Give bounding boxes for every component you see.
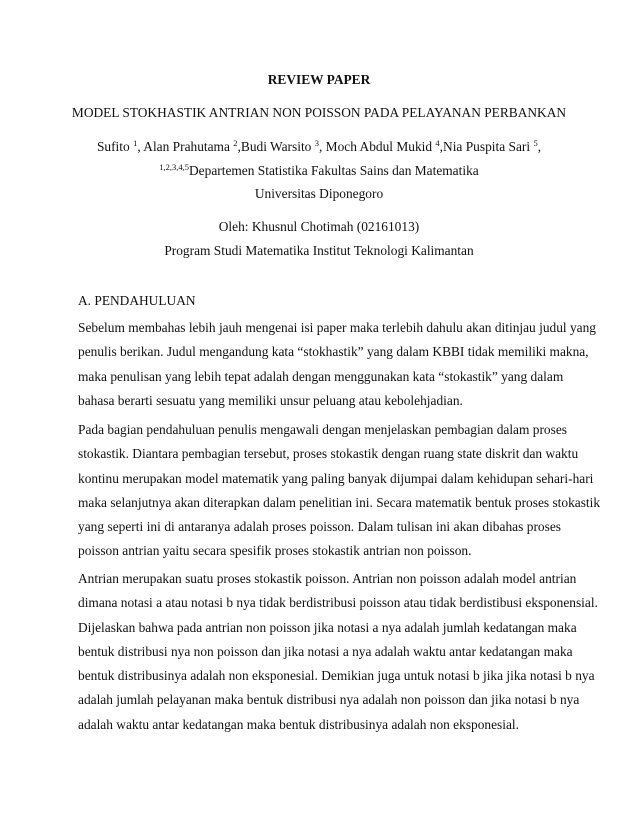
study-program: Program Studi Matematika Institut Teknologi Kalimantan xyxy=(164,243,474,258)
paragraph-line: yang seperti ini di antaranya adalah proses poisson. Dalam tulisan ini akan dibahas proses xyxy=(78,519,561,535)
paragraph-line: Dijelaskan bahwa pada antrian non poisson jika notasi a nya adalah jumlah kedatangan maka xyxy=(78,619,577,635)
affiliation-line xyxy=(0,163,638,179)
paragraph-line: maka selanjutnya akan diterapkan dalam penelitian ini. Secara matematik bentuk proses stokastik xyxy=(78,494,601,510)
paper-title: MODEL STOKHASTIK ANTRIAN NON POISSON PADA PELAYANAN PERBANKAN xyxy=(71,105,567,120)
author-name: Nia Puspita Sari xyxy=(443,139,531,154)
paragraph-line: dimana notasi a atau notasi b nya tidak berdistribusi poisson atau tidak berdistibusi eksponensial. xyxy=(78,595,598,611)
author-sup: 5 xyxy=(533,138,538,148)
paper-type-label: REVIEW PAPER xyxy=(267,72,371,87)
paragraph-line: adalah jumlah pelayanan maka bentuk distribusi nya adalah non poisson dan jika notasi b nya xyxy=(78,692,580,708)
reviewer-line: Oleh: Khusnul Chotimah (02161013) xyxy=(218,219,420,234)
author-sup: 4 xyxy=(435,138,440,148)
paragraph-line: kontinu merupakan model matematik yang paling banyak dijumpai dalam kehidupan sehari-hari xyxy=(78,470,594,486)
author-sup: 1 xyxy=(133,138,138,148)
author-list: Sufito $^1$, Alan Prahutama $^2$,Budi Warsito $^3$, Moch Abdul Mukid $^4$,Nia Puspita Sari $^5$, xyxy=(96,138,542,154)
paragraph-line: adalah waktu antar kedatangan maka bentuk distribusinya adalah non eksponesial. xyxy=(78,716,520,732)
paragraph-3 xyxy=(78,567,598,737)
paragraph-line: bahasa berarti sesuatu yang memiliki unsur peluang atau kebolehjadian. xyxy=(78,392,463,408)
paragraph-line: bentuk distribusi nya non poisson dan jika notasi a nya adalah waktu antar kedatangan maka xyxy=(78,643,573,659)
paragraph-2 xyxy=(78,418,601,564)
university: Universitas Diponegoro xyxy=(254,186,384,201)
paragraph-line: maka penulisan yang lebih tepat adalah dengan menggunakan kata “stokastik” yang dalam xyxy=(78,368,564,384)
author-name: Alan Prahutama xyxy=(143,139,230,154)
paragraph-1 xyxy=(78,316,596,413)
author-name: Moch Abdul Mukid xyxy=(325,139,433,154)
author-sup: 2 xyxy=(233,138,238,148)
paragraph-line: Sebelum membahas lebih jauh mengenai isi paper maka terlebih dahulu akan ditinjau judul yang xyxy=(78,320,596,335)
paragraph-line: Antrian merupakan suatu proses stokastik poisson. Antrian non poisson adalah model antrian xyxy=(78,571,577,586)
author-name: Budi Warsito xyxy=(240,139,312,154)
paragraph-line: poisson antrian yaitu secara spesifik proses stokastik antrian non poisson. xyxy=(78,543,472,559)
paragraph-line: stokastik. Diantara pembagian tersebut, proses stokastik dengan ruang state diskrit dan waktu xyxy=(78,446,579,462)
affiliation: Departemen Statistika Fakultas Sains dan Matematika xyxy=(189,163,479,178)
affiliation-sup: 1,2,3,4,5 xyxy=(159,162,190,172)
paragraph-line: Pada bagian pendahuluan penulis mengawali dengan menjelaskan pembagian dalam proses xyxy=(78,422,567,437)
author-name: Sufito xyxy=(96,139,130,154)
section-heading: A. PENDAHULUAN xyxy=(78,293,196,308)
author-sup: 3 xyxy=(314,138,319,148)
paragraph-line: penulis berikan. Judul mengandung kata “stokhastik” yang dalam KBBI tidak memiliki makna, xyxy=(78,344,589,360)
paragraph-line: bentuk distribusinya adalah non eksponesial. Demikian juga untuk notasi b jika jika notasi b nya xyxy=(78,668,595,684)
